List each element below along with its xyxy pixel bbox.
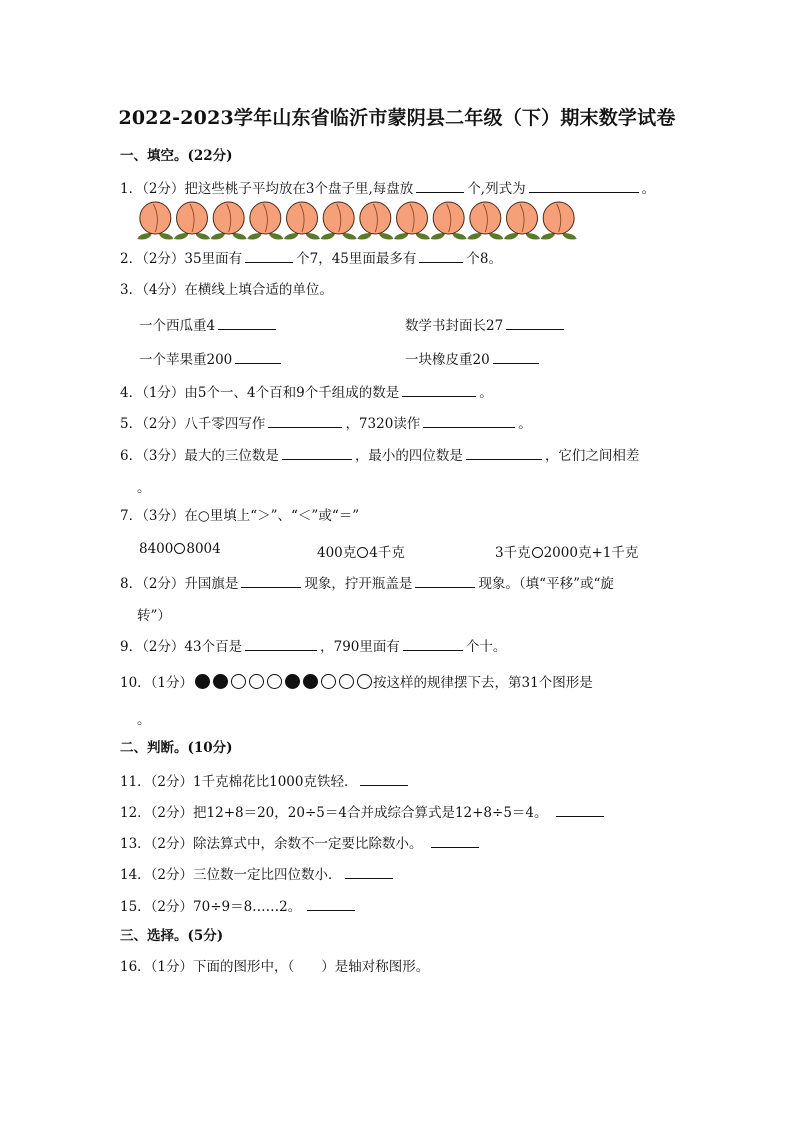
answer-blank[interactable] — [419, 248, 463, 263]
answer-blank[interactable] — [431, 833, 479, 848]
peach-icon — [174, 202, 210, 240]
peach-icon — [137, 202, 173, 240]
section-choice: 三、选择。(5分) — [120, 928, 224, 944]
filled-circle-icon — [195, 674, 210, 689]
question-1: 1．（2分）把这些桃子平均放在3个盘子里,每盘放 个,列式为 。 — [120, 178, 655, 198]
section-judge: 二、判断。(10分) — [120, 740, 233, 756]
q3-item-2: 数学书封面长27 — [405, 314, 567, 334]
q7-compare-3: 3千克 2000克+1千克 — [495, 545, 639, 561]
peach-icon — [211, 202, 247, 240]
filled-circle-icon — [303, 674, 318, 689]
answer-blank[interactable] — [416, 178, 464, 193]
section-fill-in: 一、填空。(22分) — [120, 148, 233, 164]
answer-blank[interactable] — [402, 382, 476, 397]
peach-icon — [284, 202, 320, 240]
empty-circle-icon — [339, 674, 354, 689]
answer-blank[interactable] — [307, 896, 355, 911]
answer-blank[interactable] — [218, 315, 276, 330]
peach-icon — [357, 202, 393, 240]
q7-compare-2: 400克 4千克 — [317, 545, 405, 561]
empty-circle-icon — [249, 674, 264, 689]
q3-item-1: 一个西瓜重4 — [139, 314, 279, 334]
answer-blank[interactable] — [282, 445, 352, 460]
answer-blank[interactable] — [423, 413, 515, 428]
compare-circle[interactable] — [532, 547, 543, 558]
peach-icon — [394, 202, 430, 240]
q3-item-3: 一个苹果重200 — [139, 348, 284, 368]
question-10: 10．（1分） 按这样的规律摆下去，第31个图形是 — [120, 675, 593, 691]
answer-blank[interactable] — [415, 573, 475, 588]
answer-blank[interactable] — [506, 315, 564, 330]
answer-blank[interactable] — [241, 573, 301, 588]
question-9: 9．（2分）43个百是 ，790里面有 个十。 — [120, 636, 506, 656]
question-13: 13．（2分）除法算式中，余数不一定要比除数小。 — [120, 833, 482, 853]
question-12: 12．（2分）把12+8＝20，20÷5＝4合并成综合算式是12+8÷5＝4。 — [120, 802, 607, 822]
question-7: 7．（3分）在○里填上“＞”、“＜”或“＝” — [120, 508, 360, 524]
answer-blank[interactable] — [235, 349, 281, 364]
question-14: 14．（2分）三位数一定比四位数小． — [120, 864, 396, 884]
question-16: 16．（1分）下面的图形中，（ ）是轴对称图形。 — [120, 959, 430, 975]
empty-circle-icon — [231, 674, 246, 689]
question-4: 4．（1分）由5个一、4个百和9个千组成的数是 。 — [120, 382, 493, 402]
q3-item-4: 一块橡皮重20 — [405, 348, 542, 368]
answer-blank[interactable] — [268, 413, 342, 428]
answer-blank[interactable] — [556, 802, 604, 817]
question-15: 15．（2分）70÷9＝8……2。 — [120, 896, 358, 916]
answer-blank[interactable] — [360, 771, 408, 786]
question-6: 6．（3分）最大的三位数是 ，最小的四位数是 ，它们之间相差 — [120, 445, 639, 465]
q7-compare-1: 8400 8004 — [139, 541, 221, 557]
question-11: 11．（2分）1千克棉花比1000克铁轻． — [120, 771, 411, 791]
peach-icon — [504, 202, 540, 240]
peach-icon — [321, 202, 357, 240]
peach-icon — [431, 202, 467, 240]
peach-icon — [247, 202, 283, 240]
question-2: 2．（2分）35里面有 个7，45里面最多有 个8。 — [120, 248, 502, 268]
page-title: 2022-2023学年山东省临沂市蒙阴县二年级（下）期末数学试卷 — [118, 107, 676, 129]
question-6-cont: 。 — [137, 480, 151, 496]
question-10-cont: 。 — [137, 712, 151, 728]
compare-circle[interactable] — [174, 543, 185, 554]
empty-circle-icon — [267, 674, 282, 689]
answer-blank[interactable] — [403, 636, 463, 651]
question-8: 8．（2分）升国旗是 现象，拧开瓶盖是 现象。（填“平移”或“旋 — [120, 573, 614, 593]
question-3: 3．（4分）在横线上填合适的单位。 — [120, 282, 333, 298]
peaches-illustration — [137, 199, 577, 241]
question-8-cont: 转”） — [137, 608, 171, 624]
answer-blank[interactable] — [345, 864, 393, 879]
circle-pattern — [193, 675, 373, 691]
filled-circle-icon — [285, 674, 300, 689]
answer-blank[interactable] — [245, 636, 317, 651]
answer-blank[interactable] — [493, 349, 539, 364]
question-5: 5．（2分）八千零四写作 ，7320读作 。 — [120, 413, 532, 433]
answer-blank[interactable] — [245, 248, 293, 263]
filled-circle-icon — [213, 674, 228, 689]
answer-blank[interactable] — [529, 178, 639, 193]
peach-icon — [541, 202, 577, 240]
compare-circle[interactable] — [357, 547, 368, 558]
answer-blank[interactable] — [466, 445, 542, 460]
peach-icon — [467, 202, 503, 240]
empty-circle-icon — [357, 674, 372, 689]
empty-circle-icon — [321, 674, 336, 689]
